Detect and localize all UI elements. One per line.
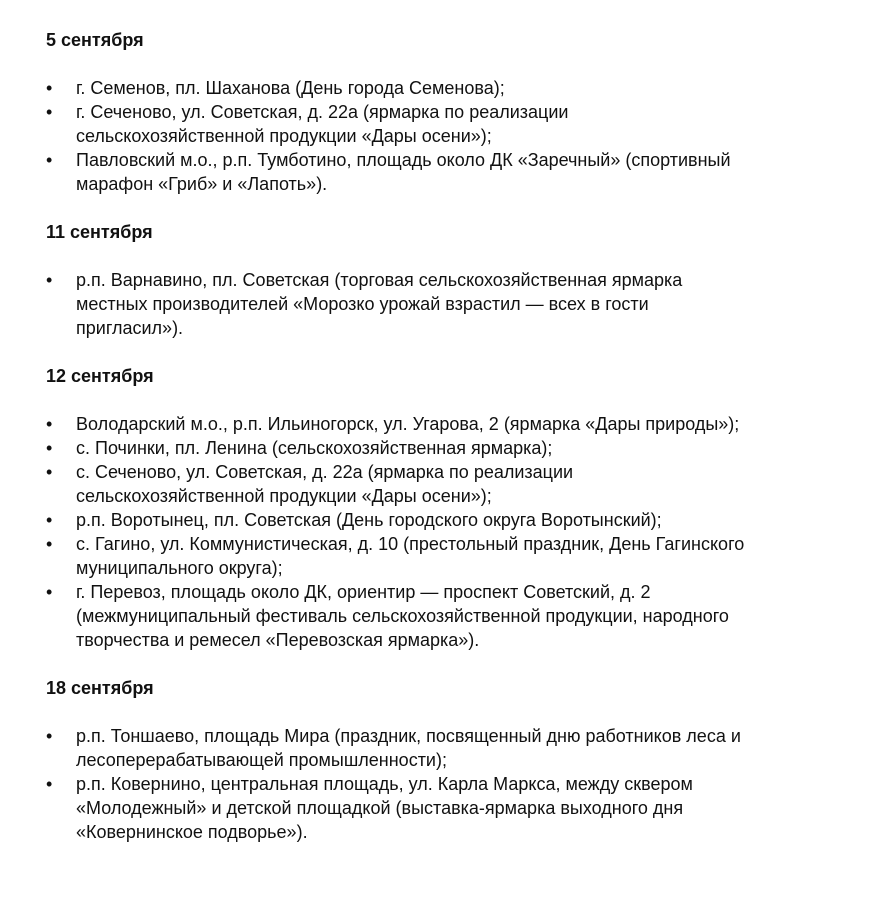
bullet-icon: • xyxy=(46,150,53,170)
event-text-line: р.п. Варнавино, пл. Советская (торговая сельскохозяйственная ярмарка xyxy=(76,270,683,290)
event-item xyxy=(46,100,861,148)
date-heading: 11 сентября xyxy=(46,222,153,242)
event-text-line: сельскохозяйственной продукции «Дары осени»); xyxy=(76,486,492,506)
event-item xyxy=(46,76,861,100)
event-list xyxy=(46,412,861,652)
bullet-icon: • xyxy=(46,726,53,746)
event-list xyxy=(46,724,861,844)
bullet-icon: • xyxy=(46,414,53,434)
event-text-line: муниципального округа); xyxy=(76,558,283,578)
bullet-icon: • xyxy=(46,78,53,98)
bullet-icon: • xyxy=(46,774,53,794)
event-list xyxy=(46,268,861,340)
event-text-line: р.п. Воротынец, пл. Советская (День городского округа Воротынский); xyxy=(76,510,662,530)
event-text-line: пригласил»). xyxy=(76,318,184,338)
event-text-line: лесоперерабатывающей промышленности); xyxy=(76,750,447,770)
event-item xyxy=(46,148,861,196)
bullet-icon: • xyxy=(46,510,53,530)
event-list xyxy=(46,76,861,196)
event-text-line: Володарский м.о., р.п. Ильиногорск, ул. Угарова, 2 (ярмарка «Дары природы»); xyxy=(76,414,740,434)
event-text-line: местных производителей «Морозко урожай взрастил — всех в гости xyxy=(76,294,649,314)
event-text-line: «Молодежный» и детской площадкой (выставка-ярмарка выходного дня xyxy=(76,798,684,818)
date-heading: 18 сентября xyxy=(46,678,154,698)
date-section xyxy=(46,364,861,652)
event-text-line: (межмуниципальный фестиваль сельскохозяйственной продукции, народного xyxy=(76,606,729,626)
date-section xyxy=(46,220,861,340)
event-text-line: с. Починки, пл. Ленина (сельскохозяйственная ярмарка); xyxy=(76,438,553,458)
date-heading: 12 сентября xyxy=(46,366,154,386)
event-item xyxy=(46,580,861,652)
event-text-line: «Ковернинское подворье»). xyxy=(76,822,308,842)
event-text-line: марафон «Гриб» и «Лапоть»). xyxy=(76,174,328,194)
event-item xyxy=(46,412,861,436)
bullet-icon: • xyxy=(46,102,53,122)
bullet-icon: • xyxy=(46,438,53,458)
event-text-line: с. Сеченово, ул. Советская, д. 22а (ярмарка по реализации xyxy=(76,462,574,482)
event-text-line: творчества и ремесел «Перевозская ярмарка»). xyxy=(76,630,480,650)
event-item xyxy=(46,436,861,460)
event-item xyxy=(46,460,861,508)
event-schedule-document xyxy=(46,28,861,844)
event-text-line: р.п. Тоншаево, площадь Мира (праздник, посвященный дню работников леса и xyxy=(76,726,741,746)
date-section xyxy=(46,676,861,844)
bullet-icon: • xyxy=(46,534,53,554)
event-text-line: г. Семенов, пл. Шаханова (День города Семенова); xyxy=(76,78,505,98)
event-item xyxy=(46,268,861,340)
event-text-line: с. Гагино, ул. Коммунистическая, д. 10 (престольный праздник, День Гагинского xyxy=(76,534,745,554)
bullet-icon: • xyxy=(46,270,53,290)
event-item xyxy=(46,724,861,772)
event-item xyxy=(46,508,861,532)
event-text-line: Павловский м.о., р.п. Тумботино, площадь около ДК «Заречный» (спортивный xyxy=(76,150,731,170)
event-text-line: г. Сеченово, ул. Советская, д. 22а (ярмарка по реализации xyxy=(76,102,569,122)
event-text-line: сельскохозяйственной продукции «Дары осени»); xyxy=(76,126,492,146)
event-text-line: г. Перевоз, площадь около ДК, ориентир — проспект Советский, д. 2 xyxy=(76,582,651,602)
date-section xyxy=(46,28,861,196)
event-item xyxy=(46,772,861,844)
event-text-line: р.п. Ковернино, центральная площадь, ул. Карла Маркса, между сквером xyxy=(76,774,693,794)
bullet-icon: • xyxy=(46,582,53,602)
bullet-icon: • xyxy=(46,462,53,482)
date-heading: 5 сентября xyxy=(46,30,144,50)
event-item xyxy=(46,532,861,580)
